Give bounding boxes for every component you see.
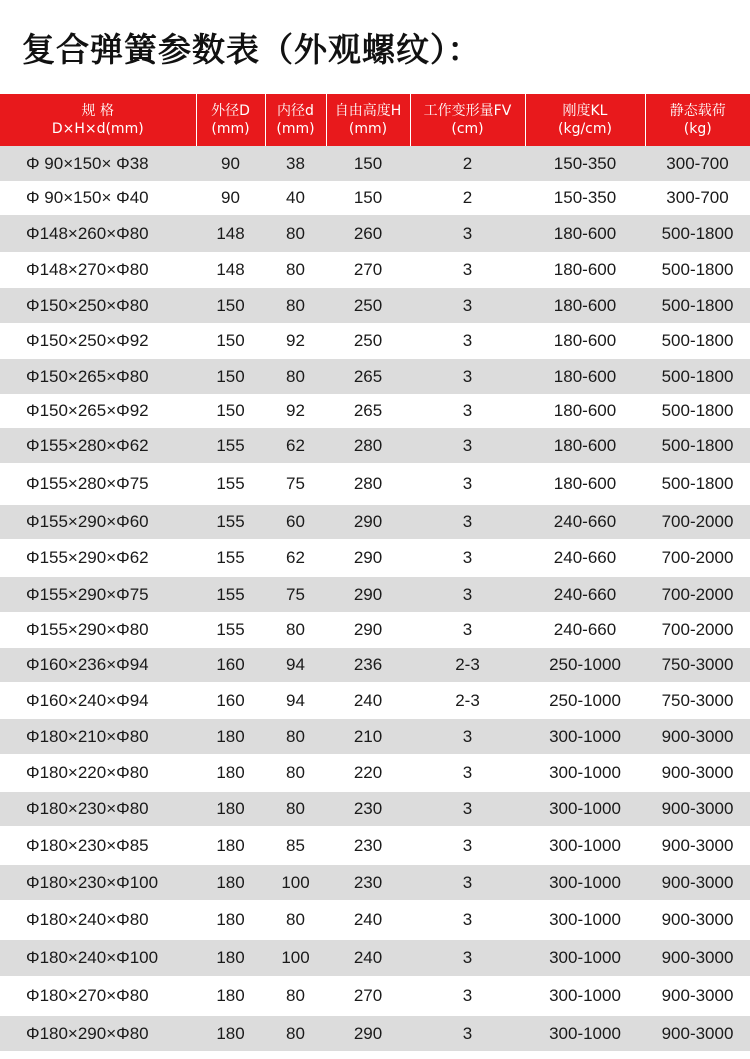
outer-diameter-cell: 155: [196, 428, 265, 463]
stiffness-cell: 300-1000: [525, 792, 645, 826]
table-header: [0, 94, 750, 146]
deformation-cell: 3: [410, 428, 525, 463]
table-row: [0, 865, 750, 900]
stiffness-cell: 240-660: [525, 577, 645, 612]
deformation-cell: 3: [410, 359, 525, 394]
free-height-cell: 270: [326, 252, 410, 288]
stiffness-cell: 240-660: [525, 612, 645, 648]
page-title: 复合弹簧参数表（外观螺纹）：: [22, 30, 482, 69]
static-load-cell: 750-3000: [645, 648, 750, 682]
free-height-cell: 230: [326, 865, 410, 900]
static-load-cell: 900-3000: [645, 865, 750, 900]
stiffness-cell: 300-1000: [525, 940, 645, 976]
inner-diameter-cell: 62: [265, 539, 326, 577]
inner-diameter-cell: 100: [265, 865, 326, 900]
table-row: [0, 252, 750, 288]
static-load-cell: 700-2000: [645, 612, 750, 648]
stiffness-cell: 300-1000: [525, 754, 645, 792]
spec-cell: Φ 90×150× Φ38: [0, 146, 196, 181]
deformation-cell: 2-3: [410, 682, 525, 719]
spec-cell: Φ155×290×Φ60: [0, 505, 196, 539]
header-free-height: 自由高度H (mm): [326, 94, 410, 146]
stiffness-cell: 250-1000: [525, 648, 645, 682]
spec-cell: Φ180×230×Φ85: [0, 826, 196, 865]
stiffness-cell: 250-1000: [525, 682, 645, 719]
outer-diameter-cell: 180: [196, 754, 265, 792]
inner-diameter-cell: 40: [265, 181, 326, 215]
outer-diameter-cell: 150: [196, 359, 265, 394]
table-row: [0, 1016, 750, 1051]
static-load-cell: 900-3000: [645, 976, 750, 1016]
spec-cell: Φ180×240×Φ100: [0, 940, 196, 976]
inner-diameter-cell: 80: [265, 1016, 326, 1051]
static-load-cell: 700-2000: [645, 577, 750, 612]
spec-cell: Φ155×290×Φ75: [0, 577, 196, 612]
table-row: [0, 612, 750, 648]
free-height-cell: 250: [326, 288, 410, 323]
table-row: [0, 428, 750, 463]
static-load-cell: 900-3000: [645, 900, 750, 940]
inner-diameter-cell: 80: [265, 252, 326, 288]
deformation-cell: 3: [410, 288, 525, 323]
spec-cell: Φ148×260×Φ80: [0, 215, 196, 252]
inner-diameter-cell: 80: [265, 359, 326, 394]
spec-cell: Φ150×250×Φ80: [0, 288, 196, 323]
static-load-cell: 750-3000: [645, 682, 750, 719]
inner-diameter-cell: 38: [265, 146, 326, 181]
static-load-cell: 900-3000: [645, 1016, 750, 1051]
inner-diameter-cell: 80: [265, 215, 326, 252]
outer-diameter-cell: 148: [196, 252, 265, 288]
outer-diameter-cell: 155: [196, 577, 265, 612]
spec-cell: Φ 90×150× Φ40: [0, 181, 196, 215]
table-row: [0, 463, 750, 505]
free-height-cell: 210: [326, 719, 410, 754]
static-load-cell: 900-3000: [645, 792, 750, 826]
free-height-cell: 280: [326, 463, 410, 505]
spec-cell: Φ150×265×Φ80: [0, 359, 196, 394]
deformation-cell: 3: [410, 215, 525, 252]
table-row: [0, 682, 750, 719]
static-load-cell: 700-2000: [645, 505, 750, 539]
stiffness-cell: 180-600: [525, 323, 645, 359]
spec-cell: Φ180×270×Φ80: [0, 976, 196, 1016]
inner-diameter-cell: 85: [265, 826, 326, 865]
stiffness-cell: 180-600: [525, 359, 645, 394]
stiffness-cell: 180-600: [525, 215, 645, 252]
free-height-cell: 240: [326, 940, 410, 976]
table-row: [0, 648, 750, 682]
spec-cell: Φ160×240×Φ94: [0, 682, 196, 719]
free-height-cell: 240: [326, 900, 410, 940]
deformation-cell: 3: [410, 323, 525, 359]
static-load-cell: 500-1800: [645, 359, 750, 394]
stiffness-cell: 180-600: [525, 394, 645, 428]
outer-diameter-cell: 155: [196, 539, 265, 577]
static-load-cell: 300-700: [645, 146, 750, 181]
spec-cell: Φ180×240×Φ80: [0, 900, 196, 940]
outer-diameter-cell: 155: [196, 612, 265, 648]
table-row: [0, 719, 750, 754]
static-load-cell: 900-3000: [645, 826, 750, 865]
spec-cell: Φ155×280×Φ75: [0, 463, 196, 505]
outer-diameter-cell: 180: [196, 1016, 265, 1051]
table-row: [0, 181, 750, 215]
spec-cell: Φ155×280×Φ62: [0, 428, 196, 463]
outer-diameter-cell: 180: [196, 792, 265, 826]
free-height-cell: 290: [326, 505, 410, 539]
outer-diameter-cell: 150: [196, 394, 265, 428]
spring-parameter-table: [0, 94, 750, 1051]
outer-diameter-cell: 90: [196, 146, 265, 181]
header-working-deformation: 工作变形量FV (cm): [410, 94, 525, 146]
inner-diameter-cell: 94: [265, 682, 326, 719]
inner-diameter-cell: 80: [265, 612, 326, 648]
deformation-cell: 3: [410, 539, 525, 577]
static-load-cell: 500-1800: [645, 463, 750, 505]
outer-diameter-cell: 160: [196, 648, 265, 682]
free-height-cell: 250: [326, 323, 410, 359]
outer-diameter-cell: 148: [196, 215, 265, 252]
spec-cell: Φ155×290×Φ80: [0, 612, 196, 648]
static-load-cell: 900-3000: [645, 940, 750, 976]
deformation-cell: 3: [410, 900, 525, 940]
free-height-cell: 220: [326, 754, 410, 792]
inner-diameter-cell: 62: [265, 428, 326, 463]
spec-cell: Φ155×290×Φ62: [0, 539, 196, 577]
spec-cell: Φ150×250×Φ92: [0, 323, 196, 359]
spec-cell: Φ148×270×Φ80: [0, 252, 196, 288]
table-row: [0, 539, 750, 577]
spec-cell: Φ180×230×Φ100: [0, 865, 196, 900]
deformation-cell: 3: [410, 252, 525, 288]
outer-diameter-cell: 180: [196, 976, 265, 1016]
inner-diameter-cell: 80: [265, 288, 326, 323]
free-height-cell: 290: [326, 612, 410, 648]
free-height-cell: 240: [326, 682, 410, 719]
static-load-cell: 700-2000: [645, 539, 750, 577]
inner-diameter-cell: 100: [265, 940, 326, 976]
static-load-cell: 500-1800: [645, 252, 750, 288]
table-row: [0, 146, 750, 181]
free-height-cell: 290: [326, 1016, 410, 1051]
static-load-cell: 900-3000: [645, 754, 750, 792]
header-inner-diameter: 内径d (mm): [265, 94, 326, 146]
inner-diameter-cell: 80: [265, 900, 326, 940]
deformation-cell: 3: [410, 865, 525, 900]
deformation-cell: 2-3: [410, 648, 525, 682]
outer-diameter-cell: 180: [196, 940, 265, 976]
spec-cell: Φ180×220×Φ80: [0, 754, 196, 792]
stiffness-cell: 150-350: [525, 181, 645, 215]
deformation-cell: 3: [410, 826, 525, 865]
header-row: [0, 94, 750, 146]
inner-diameter-cell: 94: [265, 648, 326, 682]
table-row: [0, 215, 750, 252]
free-height-cell: 280: [326, 428, 410, 463]
deformation-cell: 3: [410, 612, 525, 648]
static-load-cell: 900-3000: [645, 719, 750, 754]
table-row: [0, 976, 750, 1016]
table-row: [0, 288, 750, 323]
table-row: [0, 940, 750, 976]
table-row: [0, 323, 750, 359]
deformation-cell: 3: [410, 463, 525, 505]
static-load-cell: 500-1800: [645, 215, 750, 252]
table-row: [0, 792, 750, 826]
inner-diameter-cell: 92: [265, 323, 326, 359]
free-height-cell: 290: [326, 577, 410, 612]
outer-diameter-cell: 160: [196, 682, 265, 719]
outer-diameter-cell: 180: [196, 826, 265, 865]
stiffness-cell: 300-1000: [525, 976, 645, 1016]
deformation-cell: 3: [410, 754, 525, 792]
outer-diameter-cell: 150: [196, 288, 265, 323]
spec-cell: Φ180×230×Φ80: [0, 792, 196, 826]
free-height-cell: 230: [326, 792, 410, 826]
inner-diameter-cell: 80: [265, 719, 326, 754]
header-outer-diameter: 外径D (mm): [196, 94, 265, 146]
spec-cell: Φ150×265×Φ92: [0, 394, 196, 428]
free-height-cell: 236: [326, 648, 410, 682]
free-height-cell: 290: [326, 539, 410, 577]
static-load-cell: 500-1800: [645, 394, 750, 428]
deformation-cell: 3: [410, 792, 525, 826]
static-load-cell: 300-700: [645, 181, 750, 215]
inner-diameter-cell: 92: [265, 394, 326, 428]
deformation-cell: 3: [410, 719, 525, 754]
outer-diameter-cell: 180: [196, 719, 265, 754]
outer-diameter-cell: 90: [196, 181, 265, 215]
spec-cell: Φ180×290×Φ80: [0, 1016, 196, 1051]
free-height-cell: 150: [326, 146, 410, 181]
header-spec: 规 格 D×H×d(mm): [0, 94, 196, 146]
stiffness-cell: 180-600: [525, 463, 645, 505]
stiffness-cell: 180-600: [525, 428, 645, 463]
inner-diameter-cell: 60: [265, 505, 326, 539]
stiffness-cell: 240-660: [525, 539, 645, 577]
inner-diameter-cell: 80: [265, 754, 326, 792]
free-height-cell: 265: [326, 359, 410, 394]
table-row: [0, 359, 750, 394]
outer-diameter-cell: 180: [196, 900, 265, 940]
table-row: [0, 826, 750, 865]
static-load-cell: 500-1800: [645, 428, 750, 463]
header-static-load: 静态载荷 (kg): [645, 94, 750, 146]
table-body: [0, 146, 750, 1051]
outer-diameter-cell: 150: [196, 323, 265, 359]
deformation-cell: 3: [410, 577, 525, 612]
stiffness-cell: 240-660: [525, 505, 645, 539]
stiffness-cell: 300-1000: [525, 826, 645, 865]
inner-diameter-cell: 80: [265, 976, 326, 1016]
stiffness-cell: 180-600: [525, 252, 645, 288]
deformation-cell: 2: [410, 146, 525, 181]
free-height-cell: 270: [326, 976, 410, 1016]
deformation-cell: 3: [410, 976, 525, 1016]
stiffness-cell: 180-600: [525, 288, 645, 323]
outer-diameter-cell: 155: [196, 505, 265, 539]
deformation-cell: 3: [410, 940, 525, 976]
deformation-cell: 3: [410, 505, 525, 539]
deformation-cell: 2: [410, 181, 525, 215]
stiffness-cell: 300-1000: [525, 900, 645, 940]
inner-diameter-cell: 75: [265, 577, 326, 612]
static-load-cell: 500-1800: [645, 288, 750, 323]
inner-diameter-cell: 80: [265, 792, 326, 826]
free-height-cell: 260: [326, 215, 410, 252]
table-row: [0, 754, 750, 792]
outer-diameter-cell: 180: [196, 865, 265, 900]
table-row: [0, 577, 750, 612]
spec-cell: Φ180×210×Φ80: [0, 719, 196, 754]
stiffness-cell: 150-350: [525, 146, 645, 181]
free-height-cell: 150: [326, 181, 410, 215]
stiffness-cell: 300-1000: [525, 1016, 645, 1051]
deformation-cell: 3: [410, 1016, 525, 1051]
spec-cell: Φ160×236×Φ94: [0, 648, 196, 682]
stiffness-cell: 300-1000: [525, 865, 645, 900]
deformation-cell: 3: [410, 394, 525, 428]
stiffness-cell: 300-1000: [525, 719, 645, 754]
free-height-cell: 230: [326, 826, 410, 865]
table-row: [0, 505, 750, 539]
outer-diameter-cell: 155: [196, 463, 265, 505]
free-height-cell: 265: [326, 394, 410, 428]
inner-diameter-cell: 75: [265, 463, 326, 505]
table-row: [0, 900, 750, 940]
header-stiffness: 刚度KL (kg/cm): [525, 94, 645, 146]
table-row: [0, 394, 750, 428]
static-load-cell: 500-1800: [645, 323, 750, 359]
